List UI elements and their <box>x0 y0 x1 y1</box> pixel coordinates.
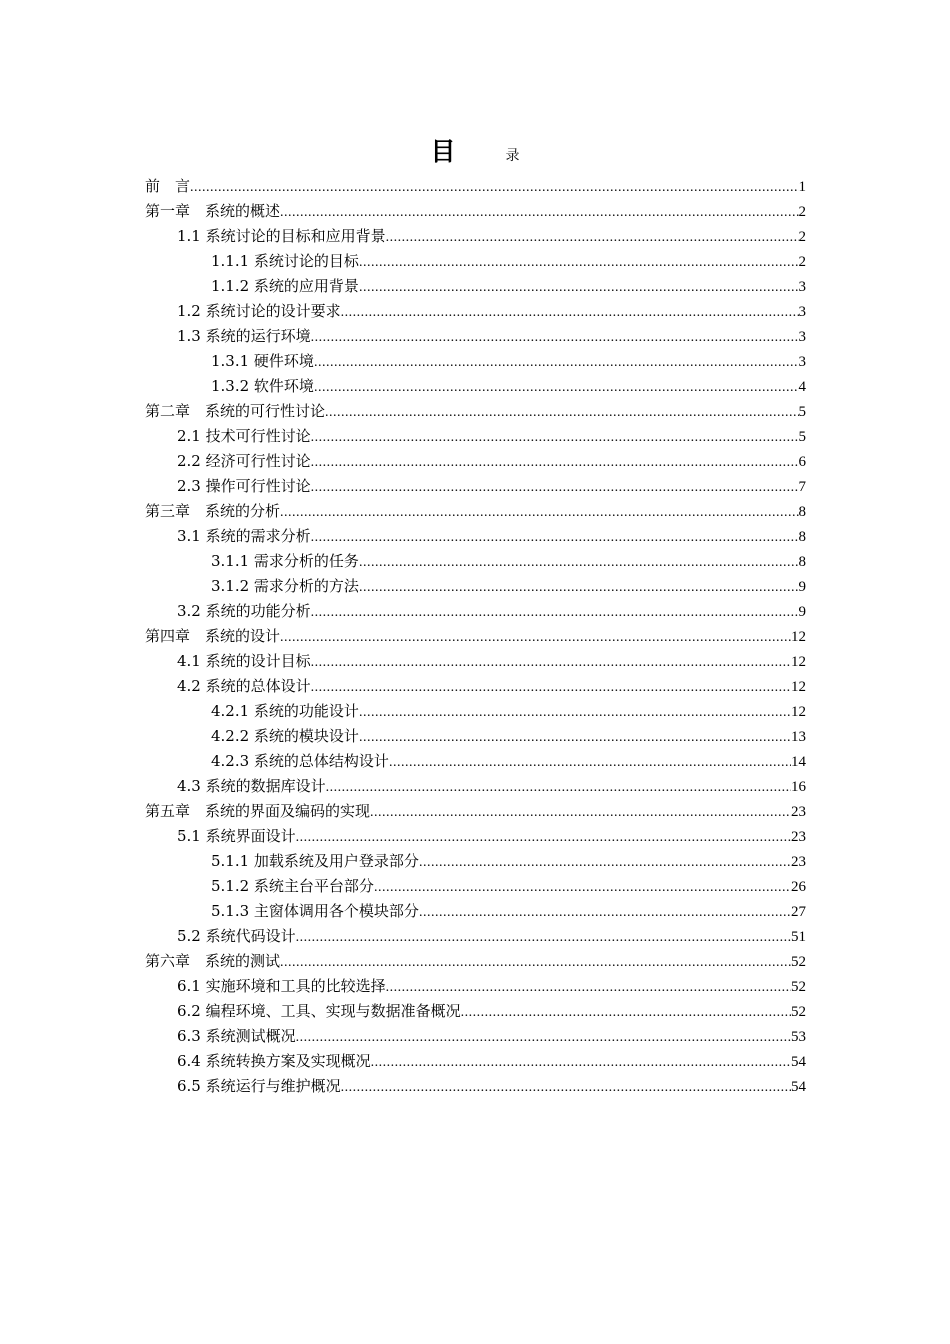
toc-entry[interactable] <box>145 1049 806 1074</box>
toc-entry[interactable] <box>145 174 806 199</box>
toc-heading-main: 目 <box>430 137 456 166</box>
toc-entry-page-number: 3 <box>798 329 806 345</box>
toc-entry-page-number: 5 <box>798 429 806 445</box>
toc-entry[interactable] <box>145 524 806 549</box>
toc-entry-page-number: 16 <box>791 779 806 795</box>
toc-dot-leader <box>311 675 791 700</box>
toc-entry-label: 4.2.1 系统的功能设计 <box>211 702 359 720</box>
toc-entry[interactable] <box>145 674 806 699</box>
toc-entry-label: 5.2 系统代码设计 <box>177 927 296 945</box>
toc-entry-page-number: 12 <box>791 654 806 670</box>
toc-dot-leader <box>359 250 799 275</box>
toc-entry-label: 3.1.1 需求分析的任务 <box>211 552 359 570</box>
toc-entry-label: 5.1.2 系统主台平台部分 <box>211 877 374 895</box>
toc-entry-page-number: 2 <box>798 254 806 270</box>
toc-entry[interactable] <box>145 824 806 849</box>
toc-dot-leader <box>371 1050 791 1075</box>
toc-entry[interactable] <box>145 299 806 324</box>
toc-entry-label: 6.4 系统转换方案及实现概况 <box>177 1052 371 1070</box>
toc-entry-page-number: 1 <box>798 179 806 195</box>
toc-entry-label: 第二章 系统的可行性讨论 <box>145 402 326 420</box>
toc-dot-leader <box>280 500 798 525</box>
toc-entry-label: 4.1 系统的设计目标 <box>177 652 311 670</box>
toc-entry-page-number: 14 <box>791 754 806 770</box>
toc-dot-leader <box>359 275 799 300</box>
toc-dot-leader <box>314 375 799 400</box>
toc-entry-page-number: 5 <box>798 404 806 420</box>
toc-entry[interactable] <box>145 924 806 949</box>
toc-entry-page-number: 2 <box>798 204 806 220</box>
toc-entry-label: 1.3 系统的运行环境 <box>177 327 311 345</box>
toc-dot-leader <box>341 300 799 325</box>
toc-entry[interactable] <box>145 724 806 749</box>
toc-entry-page-number: 3 <box>798 279 806 295</box>
toc-dot-leader <box>311 600 799 625</box>
toc-entry-label: 前 言 <box>145 177 191 195</box>
toc-entry[interactable] <box>145 899 806 924</box>
toc-dot-leader <box>341 1075 791 1100</box>
toc-entry[interactable] <box>145 574 806 599</box>
toc-dot-leader <box>311 425 799 450</box>
toc-entry-label: 4.2 系统的总体设计 <box>177 677 311 695</box>
toc-entry[interactable] <box>145 749 806 774</box>
toc-entry[interactable] <box>145 699 806 724</box>
toc-dot-leader <box>280 200 798 225</box>
toc-dot-leader <box>461 1000 791 1025</box>
toc-dot-leader <box>325 400 798 425</box>
toc-entry[interactable] <box>145 849 806 874</box>
toc-entry-page-number: 23 <box>791 829 806 845</box>
toc-entry-label: 1.3.2 软件环境 <box>211 377 314 395</box>
toc-entry-label: 6.2 编程环境、工具、实现与数据准备概况 <box>177 1002 461 1020</box>
toc-entry[interactable] <box>145 874 806 899</box>
toc-entry[interactable] <box>145 799 806 824</box>
toc-dot-leader <box>326 775 791 800</box>
toc-dot-leader <box>386 225 799 250</box>
toc-entry-label: 第三章 系统的分析 <box>145 502 281 520</box>
toc-entry-label: 第一章 系统的概述 <box>145 202 281 220</box>
toc-entry-page-number: 8 <box>798 529 806 545</box>
toc-dot-leader <box>374 875 791 900</box>
table-of-contents <box>145 174 806 1099</box>
toc-entry-page-number: 23 <box>791 854 806 870</box>
toc-entry-label: 6.3 系统测试概况 <box>177 1027 296 1045</box>
toc-entry-label: 5.1.1 加载系统及用户登录部分 <box>211 852 419 870</box>
toc-entry[interactable] <box>145 349 806 374</box>
toc-entry-page-number: 27 <box>791 904 806 920</box>
toc-entry[interactable] <box>145 449 806 474</box>
toc-entry[interactable] <box>145 474 806 499</box>
toc-entry-label: 4.2.2 系统的模块设计 <box>211 727 359 745</box>
toc-dot-leader <box>359 700 791 725</box>
toc-entry[interactable] <box>145 649 806 674</box>
toc-dot-leader <box>296 825 791 850</box>
toc-entry-label: 6.5 系统运行与维护概况 <box>177 1077 341 1095</box>
toc-entry[interactable] <box>145 549 806 574</box>
toc-entry[interactable] <box>145 274 806 299</box>
toc-heading <box>0 132 950 168</box>
toc-entry-label: 3.1.2 需求分析的方法 <box>211 577 359 595</box>
toc-entry-page-number: 54 <box>791 1054 806 1070</box>
toc-dot-leader <box>280 950 791 975</box>
toc-entry[interactable] <box>145 974 806 999</box>
toc-entry-page-number: 3 <box>798 304 806 320</box>
toc-entry[interactable] <box>145 374 806 399</box>
toc-entry-page-number: 2 <box>798 229 806 245</box>
toc-entry-label: 3.1 系统的需求分析 <box>177 527 311 545</box>
toc-entry-label: 1.3.1 硬件环境 <box>211 352 314 370</box>
toc-entry-page-number: 52 <box>791 954 806 970</box>
toc-dot-leader <box>296 1025 791 1050</box>
toc-entry[interactable] <box>145 949 806 974</box>
toc-entry[interactable] <box>145 224 806 249</box>
toc-dot-leader <box>419 850 791 875</box>
toc-entry-label: 1.1.1 系统讨论的目标 <box>211 252 359 270</box>
toc-entry[interactable] <box>145 624 806 649</box>
toc-entry-page-number: 8 <box>798 554 806 570</box>
toc-entry[interactable] <box>145 324 806 349</box>
toc-entry-page-number: 4 <box>798 379 806 395</box>
toc-dot-leader <box>190 175 798 200</box>
toc-dot-leader <box>311 325 799 350</box>
toc-entry-page-number: 7 <box>798 479 806 495</box>
toc-dot-leader <box>370 800 791 825</box>
toc-entry-label: 第四章 系统的设计 <box>145 627 281 645</box>
toc-entry[interactable] <box>145 1074 806 1099</box>
toc-dot-leader <box>311 475 799 500</box>
toc-entry-label: 1.2 系统讨论的设计要求 <box>177 302 341 320</box>
toc-entry-label: 3.2 系统的功能分析 <box>177 602 311 620</box>
toc-entry[interactable] <box>145 999 806 1024</box>
toc-entry[interactable] <box>145 499 806 524</box>
toc-entry-label: 5.1.3 主窗体调用各个模块部分 <box>211 902 419 920</box>
toc-dot-leader <box>296 925 791 950</box>
toc-entry-page-number: 12 <box>791 704 806 720</box>
toc-entry-page-number: 12 <box>791 629 806 645</box>
toc-dot-leader <box>280 625 791 650</box>
toc-entry-page-number: 23 <box>791 804 806 820</box>
toc-entry-label: 4.3 系统的数据库设计 <box>177 777 326 795</box>
toc-dot-leader <box>311 525 799 550</box>
toc-entry[interactable] <box>145 599 806 624</box>
toc-entry-page-number: 12 <box>791 679 806 695</box>
toc-entry-label: 4.2.3 系统的总体结构设计 <box>211 752 389 770</box>
toc-entry-label: 6.1 实施环境和工具的比较选择 <box>177 977 386 995</box>
toc-entry-label: 第五章 系统的界面及编码的实现 <box>145 802 371 820</box>
toc-entry-page-number: 53 <box>791 1029 806 1045</box>
toc-entry-page-number: 26 <box>791 879 806 895</box>
toc-entry-page-number: 9 <box>798 604 806 620</box>
toc-dot-leader <box>359 550 799 575</box>
toc-entry-page-number: 52 <box>791 979 806 995</box>
toc-entry-label: 2.3 操作可行性讨论 <box>177 477 311 495</box>
toc-dot-leader <box>314 350 799 375</box>
toc-dot-leader <box>359 575 799 600</box>
toc-entry[interactable] <box>145 249 806 274</box>
toc-entry-page-number: 8 <box>798 504 806 520</box>
toc-entry-page-number: 6 <box>798 454 806 470</box>
toc-entry-page-number: 13 <box>791 729 806 745</box>
toc-entry[interactable] <box>145 199 806 224</box>
toc-entry-label: 1.1 系统讨论的目标和应用背景 <box>177 227 386 245</box>
toc-entry-label: 2.2 经济可行性讨论 <box>177 452 311 470</box>
toc-entry[interactable] <box>145 399 806 424</box>
toc-entry[interactable] <box>145 1024 806 1049</box>
toc-entry-page-number: 52 <box>791 1004 806 1020</box>
toc-dot-leader <box>311 650 791 675</box>
toc-dot-leader <box>419 900 791 925</box>
toc-dot-leader <box>389 750 791 775</box>
toc-dot-leader <box>359 725 791 750</box>
toc-dot-leader <box>386 975 791 1000</box>
toc-entry-label: 2.1 技术可行性讨论 <box>177 427 311 445</box>
toc-entry-label: 5.1 系统界面设计 <box>177 827 296 845</box>
toc-entry[interactable] <box>145 774 806 799</box>
toc-entry-page-number: 3 <box>798 354 806 370</box>
toc-entry-page-number: 54 <box>791 1079 806 1095</box>
toc-entry-page-number: 9 <box>798 579 806 595</box>
toc-entry-label: 1.1.2 系统的应用背景 <box>211 277 359 295</box>
toc-entry-label: 第六章 系统的测试 <box>145 952 281 970</box>
toc-heading-secondary: 录 <box>505 148 520 164</box>
toc-entry-page-number: 51 <box>791 929 806 945</box>
toc-dot-leader <box>311 450 799 475</box>
toc-entry[interactable] <box>145 424 806 449</box>
